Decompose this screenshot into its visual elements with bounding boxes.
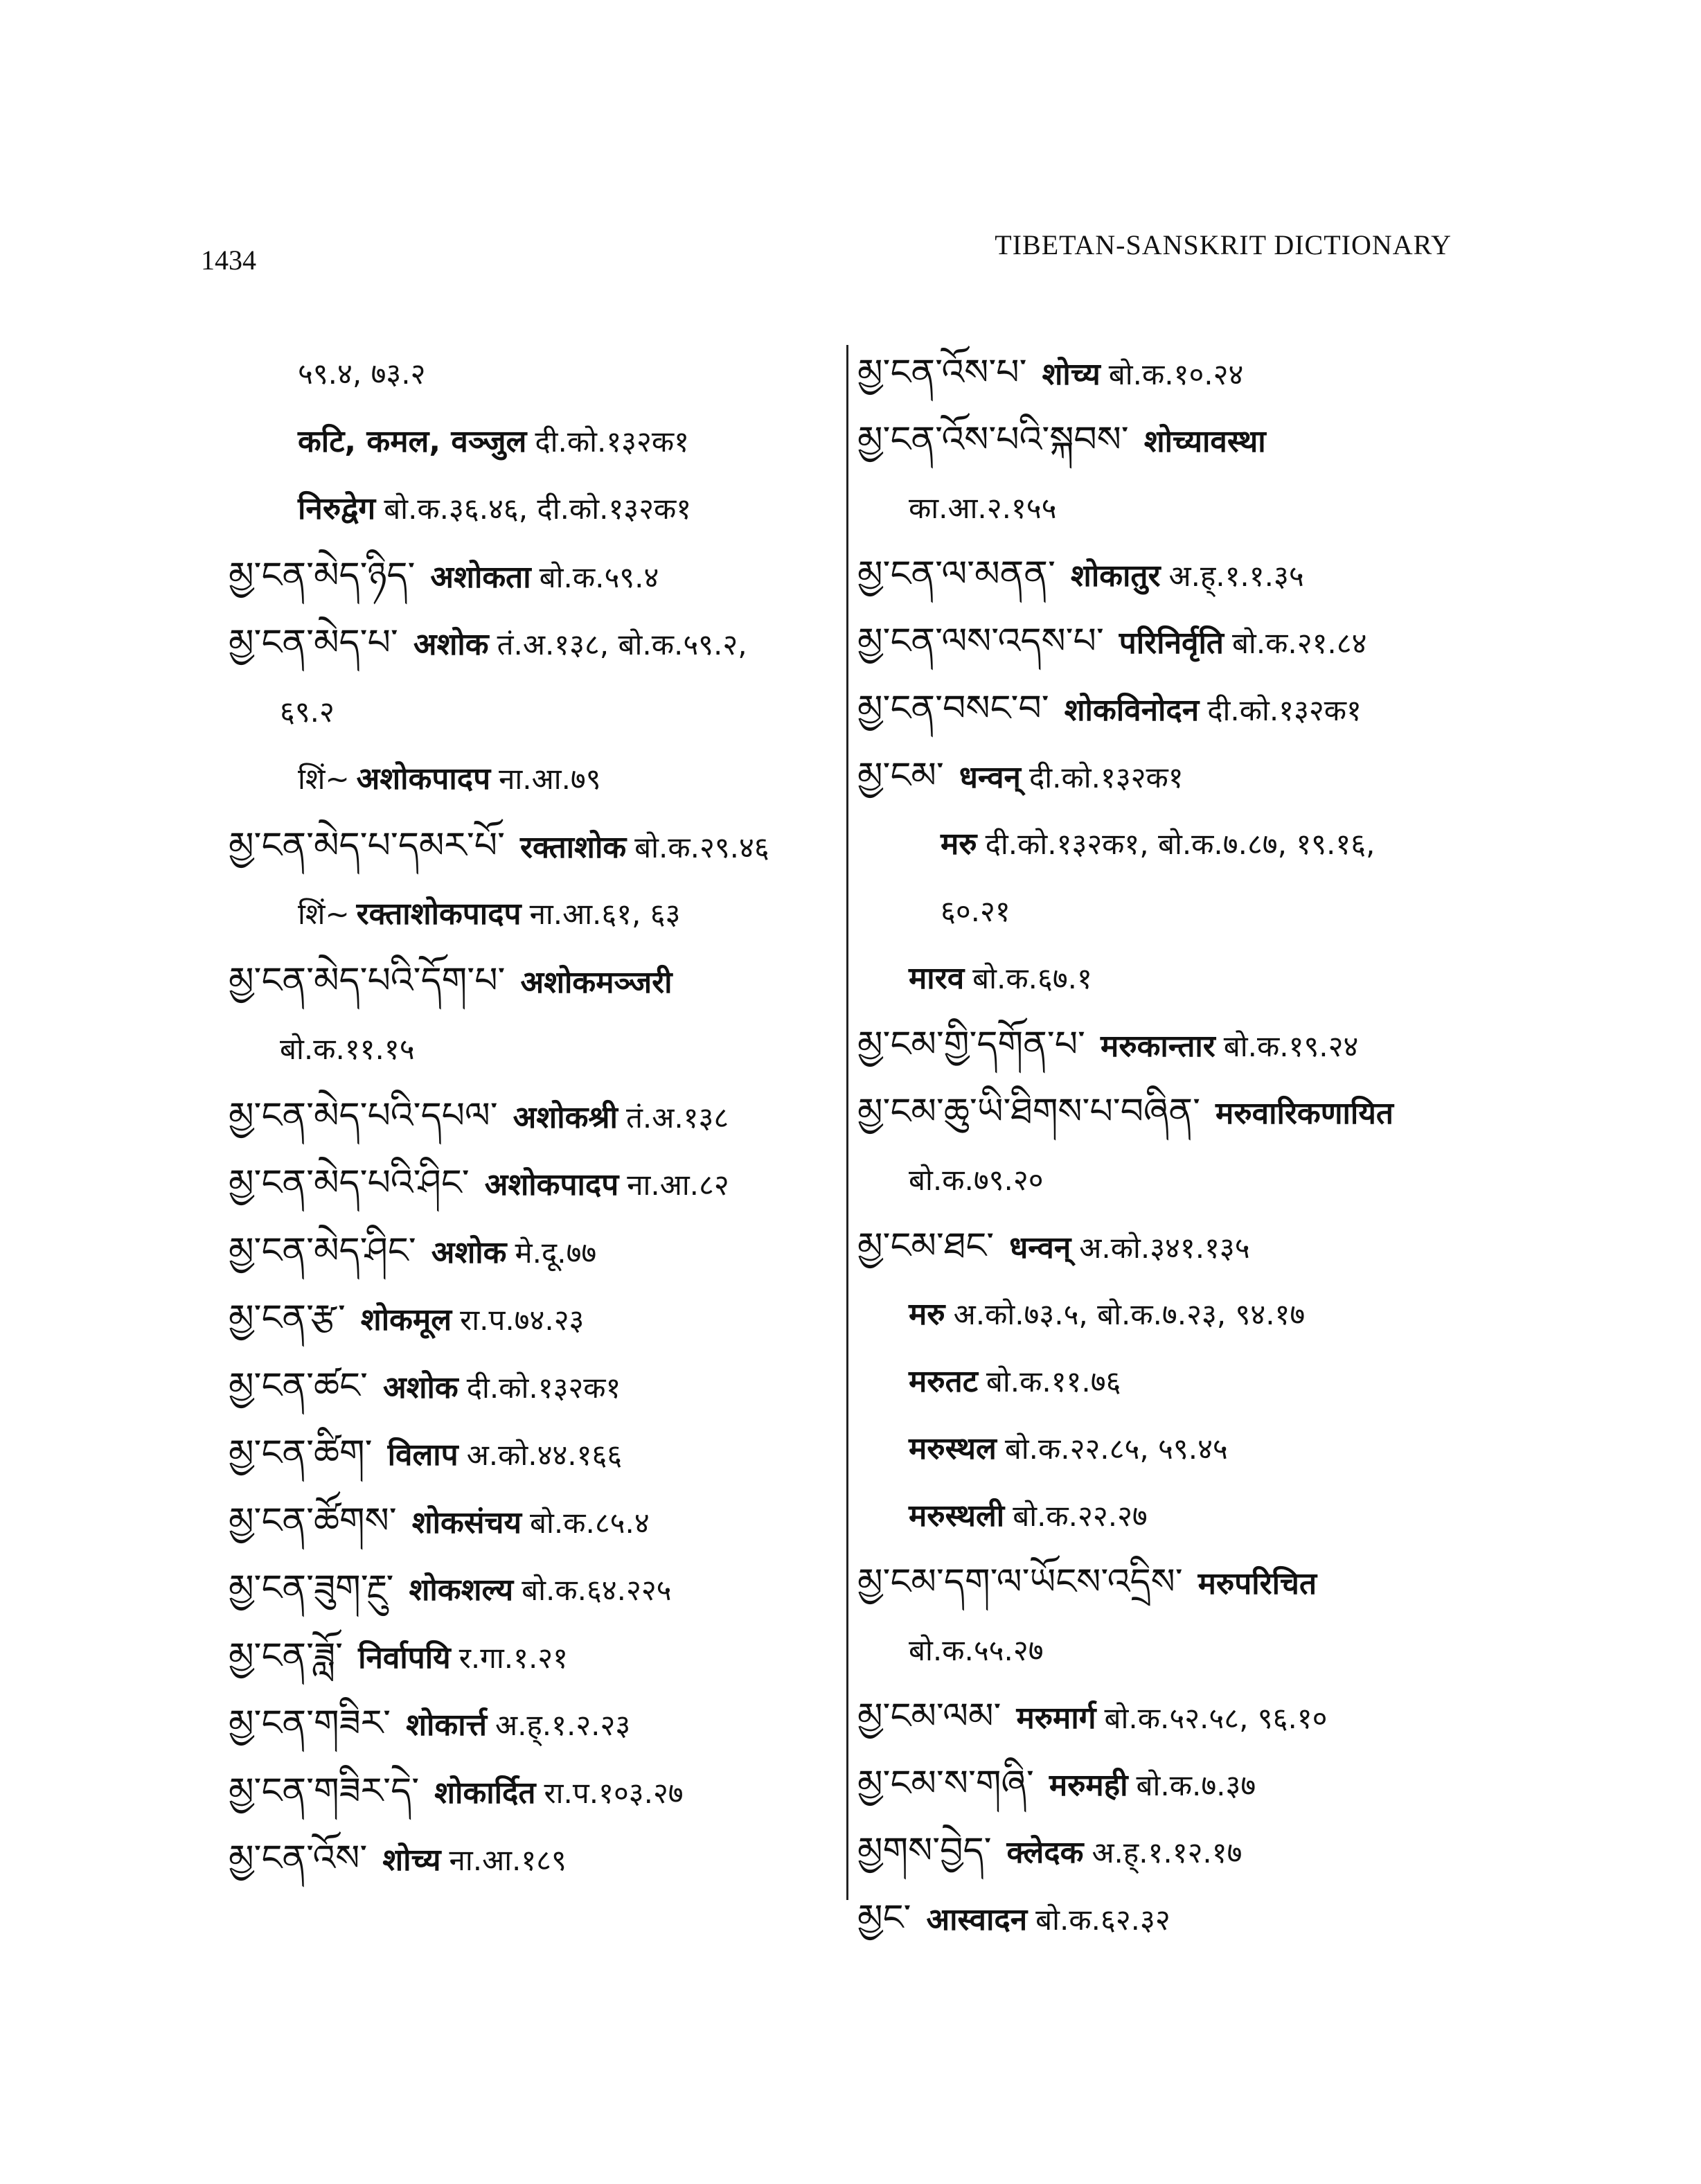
dictionary-line [229, 1758, 831, 1826]
dictionary-line [229, 1150, 831, 1218]
source-reference: ५९.४, ७३.२ [298, 357, 426, 391]
source-reference: दी.को.१३२क१ [466, 1370, 621, 1405]
dictionary-line [857, 1616, 1481, 1683]
source-reference: तं.अ.१३८, बो.क.५९.२, [497, 628, 747, 662]
tibetan-headword: མྱ་ངམ་གྱི་དགོན་པ་ [857, 1024, 1085, 1065]
sanskrit-equivalent: धन्वन् [959, 760, 1021, 795]
sanskrit-equivalent: अशोकपादप [356, 761, 491, 797]
source-reference: बो.क.२१.८४ [1231, 626, 1367, 660]
dictionary-line [857, 407, 1481, 474]
dictionary-line [857, 339, 1481, 407]
sanskrit-equivalent: शोकशल्य [409, 1572, 514, 1608]
source-reference: दी.को.१३२क१ [1207, 693, 1362, 727]
dictionary-line [857, 1482, 1481, 1549]
dictionary-line [229, 1623, 831, 1691]
source-reference: ना.आ.८२ [627, 1168, 729, 1202]
source-reference: बो.क.७.३७ [1136, 1768, 1256, 1802]
tibetan-headword: མྱ་ངན་མེད་པའི་དོག་པ་ [229, 959, 506, 1002]
tibetan-headword: མྱང་ [857, 1897, 911, 1939]
tibetan-headword: མྱ་ངན་མེད་པའི་དཔལ་ [229, 1094, 498, 1137]
sanskrit-equivalent: आस्वादन [926, 1902, 1028, 1937]
source-reference: बो.क.७९.२० [909, 1163, 1044, 1197]
tibetan-headword: མྱ་ངན་རྩ་ [229, 1297, 346, 1339]
dictionary-line [229, 745, 831, 813]
sanskrit-equivalent: रक्ताशोक [520, 829, 627, 865]
sanskrit-equivalent: शोकातुर [1070, 558, 1161, 594]
source-reference: बो.क.१०.२४ [1108, 357, 1244, 391]
dictionary-line [229, 1218, 831, 1286]
source-reference: रा.प.१०३.२७ [544, 1775, 684, 1810]
dictionary-line [857, 541, 1481, 608]
dictionary-line [857, 1078, 1481, 1146]
tibetan-headword: མྱ་ངན་མེད་པའི་ཤིང་ [229, 1162, 470, 1204]
sanskrit-equivalent: अशोकश्री [513, 1099, 618, 1135]
source-reference: बो.क.१९.२४ [1223, 1029, 1359, 1063]
source-reference: बो.क.११.७६ [986, 1365, 1121, 1399]
sanskrit-equivalent: शोकविनोदन [1064, 693, 1200, 728]
sanskrit-equivalent: परिनिर्वृति [1119, 625, 1224, 661]
dictionary-line [229, 1015, 831, 1083]
sanskrit-equivalent: अशोक [431, 1234, 507, 1270]
sanskrit-equivalent: रक्ताशोकपादप [356, 896, 522, 932]
source-reference: दी.को.१३२क१, बो.क.७.८७, १९.१६, [985, 827, 1375, 861]
source-reference: ६९.२ [280, 694, 335, 729]
source-reference: बो.क.२२.२७ [1013, 1499, 1148, 1533]
sanskrit-equivalent: शोकसंचय [411, 1504, 522, 1541]
tibetan-headword: མྱ་ངན་འོས་པ་ [857, 352, 1027, 393]
sanskrit-equivalent: मरुतट [909, 1364, 978, 1399]
dictionary-line [857, 743, 1481, 810]
dictionary-line [229, 1690, 831, 1758]
sanskrit-equivalent: मरुवारिकणायित [1215, 1096, 1393, 1131]
dictionary-line [857, 1683, 1481, 1750]
tibetan-headword: མྱ་ངན་ལས་འདས་པ་ [857, 621, 1104, 662]
tibetan-headword: མྱ་ངན་མེད་པ་ [229, 622, 398, 664]
subentry-marker: शिं~ [298, 762, 350, 796]
dictionary-line [857, 1146, 1481, 1213]
dictionary-line [229, 1285, 831, 1353]
tibetan-headword: མྱ་ངམ་ལམ་ [857, 1696, 1001, 1737]
tibetan-headword: མྱ་ངན་འོས་པའི་སྐབས་ [857, 419, 1129, 461]
sanskrit-equivalent: निर्वापयि [358, 1640, 451, 1676]
dictionary-line [857, 474, 1481, 541]
dictionary-line [857, 1750, 1481, 1818]
source-reference: अ.को.३४१.१३५ [1079, 1231, 1250, 1265]
tibetan-headword: མྱ་ངམ་ [857, 755, 944, 797]
sanskrit-equivalent: मरु [941, 826, 977, 862]
tibetan-headword: མྱ་ངམ་དག་ལ་ཡོངས་འདྲིས་ [857, 1561, 1183, 1603]
source-reference: बो.क.८५.४ [530, 1505, 650, 1540]
sanskrit-equivalent: शोच्य [1042, 357, 1101, 392]
sanskrit-equivalent: शोकमूल [360, 1302, 452, 1338]
dictionary-line [857, 1549, 1481, 1616]
tibetan-headword: མྱ་ངན་གཟིར་ [229, 1703, 391, 1744]
tibetan-headword: མྱ་ངམ་ས་གཞི་ [857, 1763, 1034, 1804]
source-reference: मे.दू.७७ [515, 1235, 597, 1270]
left-column [229, 339, 831, 1893]
source-reference: बो.क.५२.५८, ९६.१० [1104, 1701, 1328, 1735]
sanskrit-equivalent: शोकार्त्त [406, 1707, 488, 1743]
tibetan-headword: མྱ་ངན་ཚང་ [229, 1365, 368, 1407]
source-reference: अ.को.७३.५, बो.क.७.२३, ९४.१७ [953, 1297, 1306, 1331]
source-reference: अ.ह्.१.२.२३ [495, 1708, 631, 1742]
dictionary-line [857, 1280, 1481, 1347]
dictionary-line [229, 339, 831, 407]
dictionary-line [857, 1414, 1481, 1482]
subentry-marker: शिं~ [298, 897, 350, 931]
source-reference: ना.आ.१८९ [449, 1843, 567, 1877]
dictionary-line [857, 1011, 1481, 1078]
dictionary-line [857, 1818, 1481, 1885]
source-reference: अ.को.४४.१६६ [466, 1438, 623, 1472]
sanskrit-equivalent: शोकार्दित [434, 1775, 536, 1811]
tibetan-headword: མྱ་ངན་བསང་བ་ [857, 688, 1049, 729]
dictionary-line [857, 608, 1481, 675]
source-reference: बो.क.३६.४६, दी.को.१३२क१ [384, 492, 692, 526]
sanskrit-equivalent: कटि, कमल, वञ्जुल [298, 423, 527, 459]
tibetan-headword: མྱ་ངན་མེད་ཉིད་ [229, 554, 416, 596]
dictionary-line [229, 880, 831, 948]
column-divider [846, 345, 848, 1900]
source-reference: अ.ह्.१.१.३५ [1168, 559, 1304, 593]
source-reference: बो.क.२२.८५, ५९.४५ [1004, 1432, 1228, 1466]
right-column [857, 339, 1481, 1952]
tibetan-headword: མྱ་ངན་མེད་པ་དམར་པོ་ [229, 824, 505, 867]
dictionary-line [229, 813, 831, 880]
dictionary-line [857, 1213, 1481, 1280]
source-reference: ६०.२१ [941, 894, 1010, 928]
dictionary-line [229, 542, 831, 610]
tibetan-headword: མྱགས་བྱེད་ [857, 1830, 992, 1872]
sanskrit-equivalent: अशोक [413, 627, 489, 662]
source-reference: र.गा.१.२१ [458, 1640, 568, 1675]
sanskrit-equivalent: अशोक [382, 1369, 458, 1405]
sanskrit-equivalent: मारव [909, 961, 965, 996]
tibetan-headword: མྱ་ངམ་ཐང་ [857, 1225, 995, 1267]
sanskrit-equivalent: क्लेदक [1006, 1835, 1084, 1870]
sanskrit-equivalent: निरुद्वेग [298, 491, 376, 526]
tibetan-headword: མྱ་ངན་མེད་ཤིང་ [229, 1229, 416, 1272]
dictionary-line [229, 677, 831, 745]
tibetan-headword: མྱ་ངན་ལ་མནན་ [857, 553, 1056, 595]
dictionary-line [229, 474, 831, 542]
sanskrit-equivalent: मरुस्थल [909, 1431, 997, 1466]
sanskrit-equivalent: धन्वन् [1009, 1230, 1071, 1266]
dictionary-line [229, 610, 831, 677]
tibetan-headword: མྱ་ངན་ཟློ་ [229, 1635, 344, 1677]
tibetan-headword: མྱ་ངན་གཟིར་དེ་ [229, 1770, 420, 1812]
dictionary-line [857, 944, 1481, 1011]
source-reference: का.आ.२.१५५ [909, 491, 1057, 525]
dictionary-line [857, 675, 1481, 743]
source-reference: तं.अ.१३८ [625, 1100, 729, 1135]
sanskrit-equivalent: अशोकमञ्जरी [520, 964, 673, 1000]
sanskrit-equivalent: मरुपरिचित [1197, 1566, 1317, 1601]
tibetan-headword: མྱ་ངམ་ཆུ་ཡི་ཐིགས་པ་བཞིན་ [857, 1091, 1201, 1133]
tibetan-headword: མྱ་ངན་ཚོགས་ [229, 1500, 397, 1542]
tibetan-headword: མྱ་ངན་ཟུག་རྔུ་ [229, 1568, 394, 1609]
sanskrit-equivalent: विलाप [387, 1437, 458, 1473]
source-reference: बो.क.११.१५ [280, 1032, 415, 1066]
dictionary-line [229, 1488, 831, 1556]
source-reference: बो.क.६७.१ [972, 961, 1092, 995]
source-reference: अ.ह्.१.१२.१७ [1092, 1836, 1243, 1870]
running-head: TIBETAN-SANSKRIT DICTIONARY [995, 229, 1452, 260]
dictionary-line [857, 810, 1481, 877]
dictionary-line [857, 1347, 1481, 1414]
source-reference: बो.क.६४.२२५ [522, 1573, 672, 1607]
source-reference: बो.क.५९.४ [539, 560, 659, 594]
dictionary-line [229, 1083, 831, 1151]
dictionary-line [229, 1825, 831, 1893]
source-reference: ना.आ.७९ [499, 762, 601, 796]
dictionary-line [229, 1353, 831, 1421]
sanskrit-equivalent: अशोकता [430, 559, 531, 595]
dictionary-line [229, 1420, 831, 1488]
dictionary-line [229, 948, 831, 1015]
source-reference: बो.क.२९.४६ [634, 830, 769, 864]
sanskrit-equivalent: शोच्य [382, 1843, 441, 1878]
source-reference: दी.को.१३२क१ [1028, 761, 1184, 794]
sanskrit-equivalent: मरु [909, 1297, 945, 1332]
sanskrit-equivalent: मरुकान्तार [1100, 1029, 1215, 1064]
sanskrit-equivalent: अशोकपादप [484, 1167, 619, 1202]
dictionary-line [229, 1555, 831, 1623]
sanskrit-equivalent: मरुमही [1049, 1768, 1128, 1803]
tibetan-headword: མྱ་ངན་འོས་ [229, 1838, 368, 1879]
source-reference: दी.को.१३२क१ [535, 424, 689, 459]
dictionary-line [857, 877, 1481, 944]
sanskrit-equivalent: मरुमार्ग [1016, 1701, 1096, 1736]
dictionary-line [229, 407, 831, 475]
sanskrit-equivalent: मरुस्थली [909, 1498, 1005, 1534]
tibetan-headword: མྱ་ངན་ཚིག་ [229, 1432, 373, 1474]
dictionary-line [857, 1885, 1481, 1952]
page-number: 1434 [201, 245, 256, 276]
sanskrit-equivalent: शोच्यावस्था [1143, 424, 1266, 459]
source-reference: बो.क.६२.३२ [1035, 1903, 1170, 1937]
source-reference: बो.क.५५.२७ [909, 1633, 1044, 1667]
source-reference: रा.प.७४.२३ [460, 1303, 585, 1337]
source-reference: ना.आ.६१, ६३ [529, 897, 681, 931]
